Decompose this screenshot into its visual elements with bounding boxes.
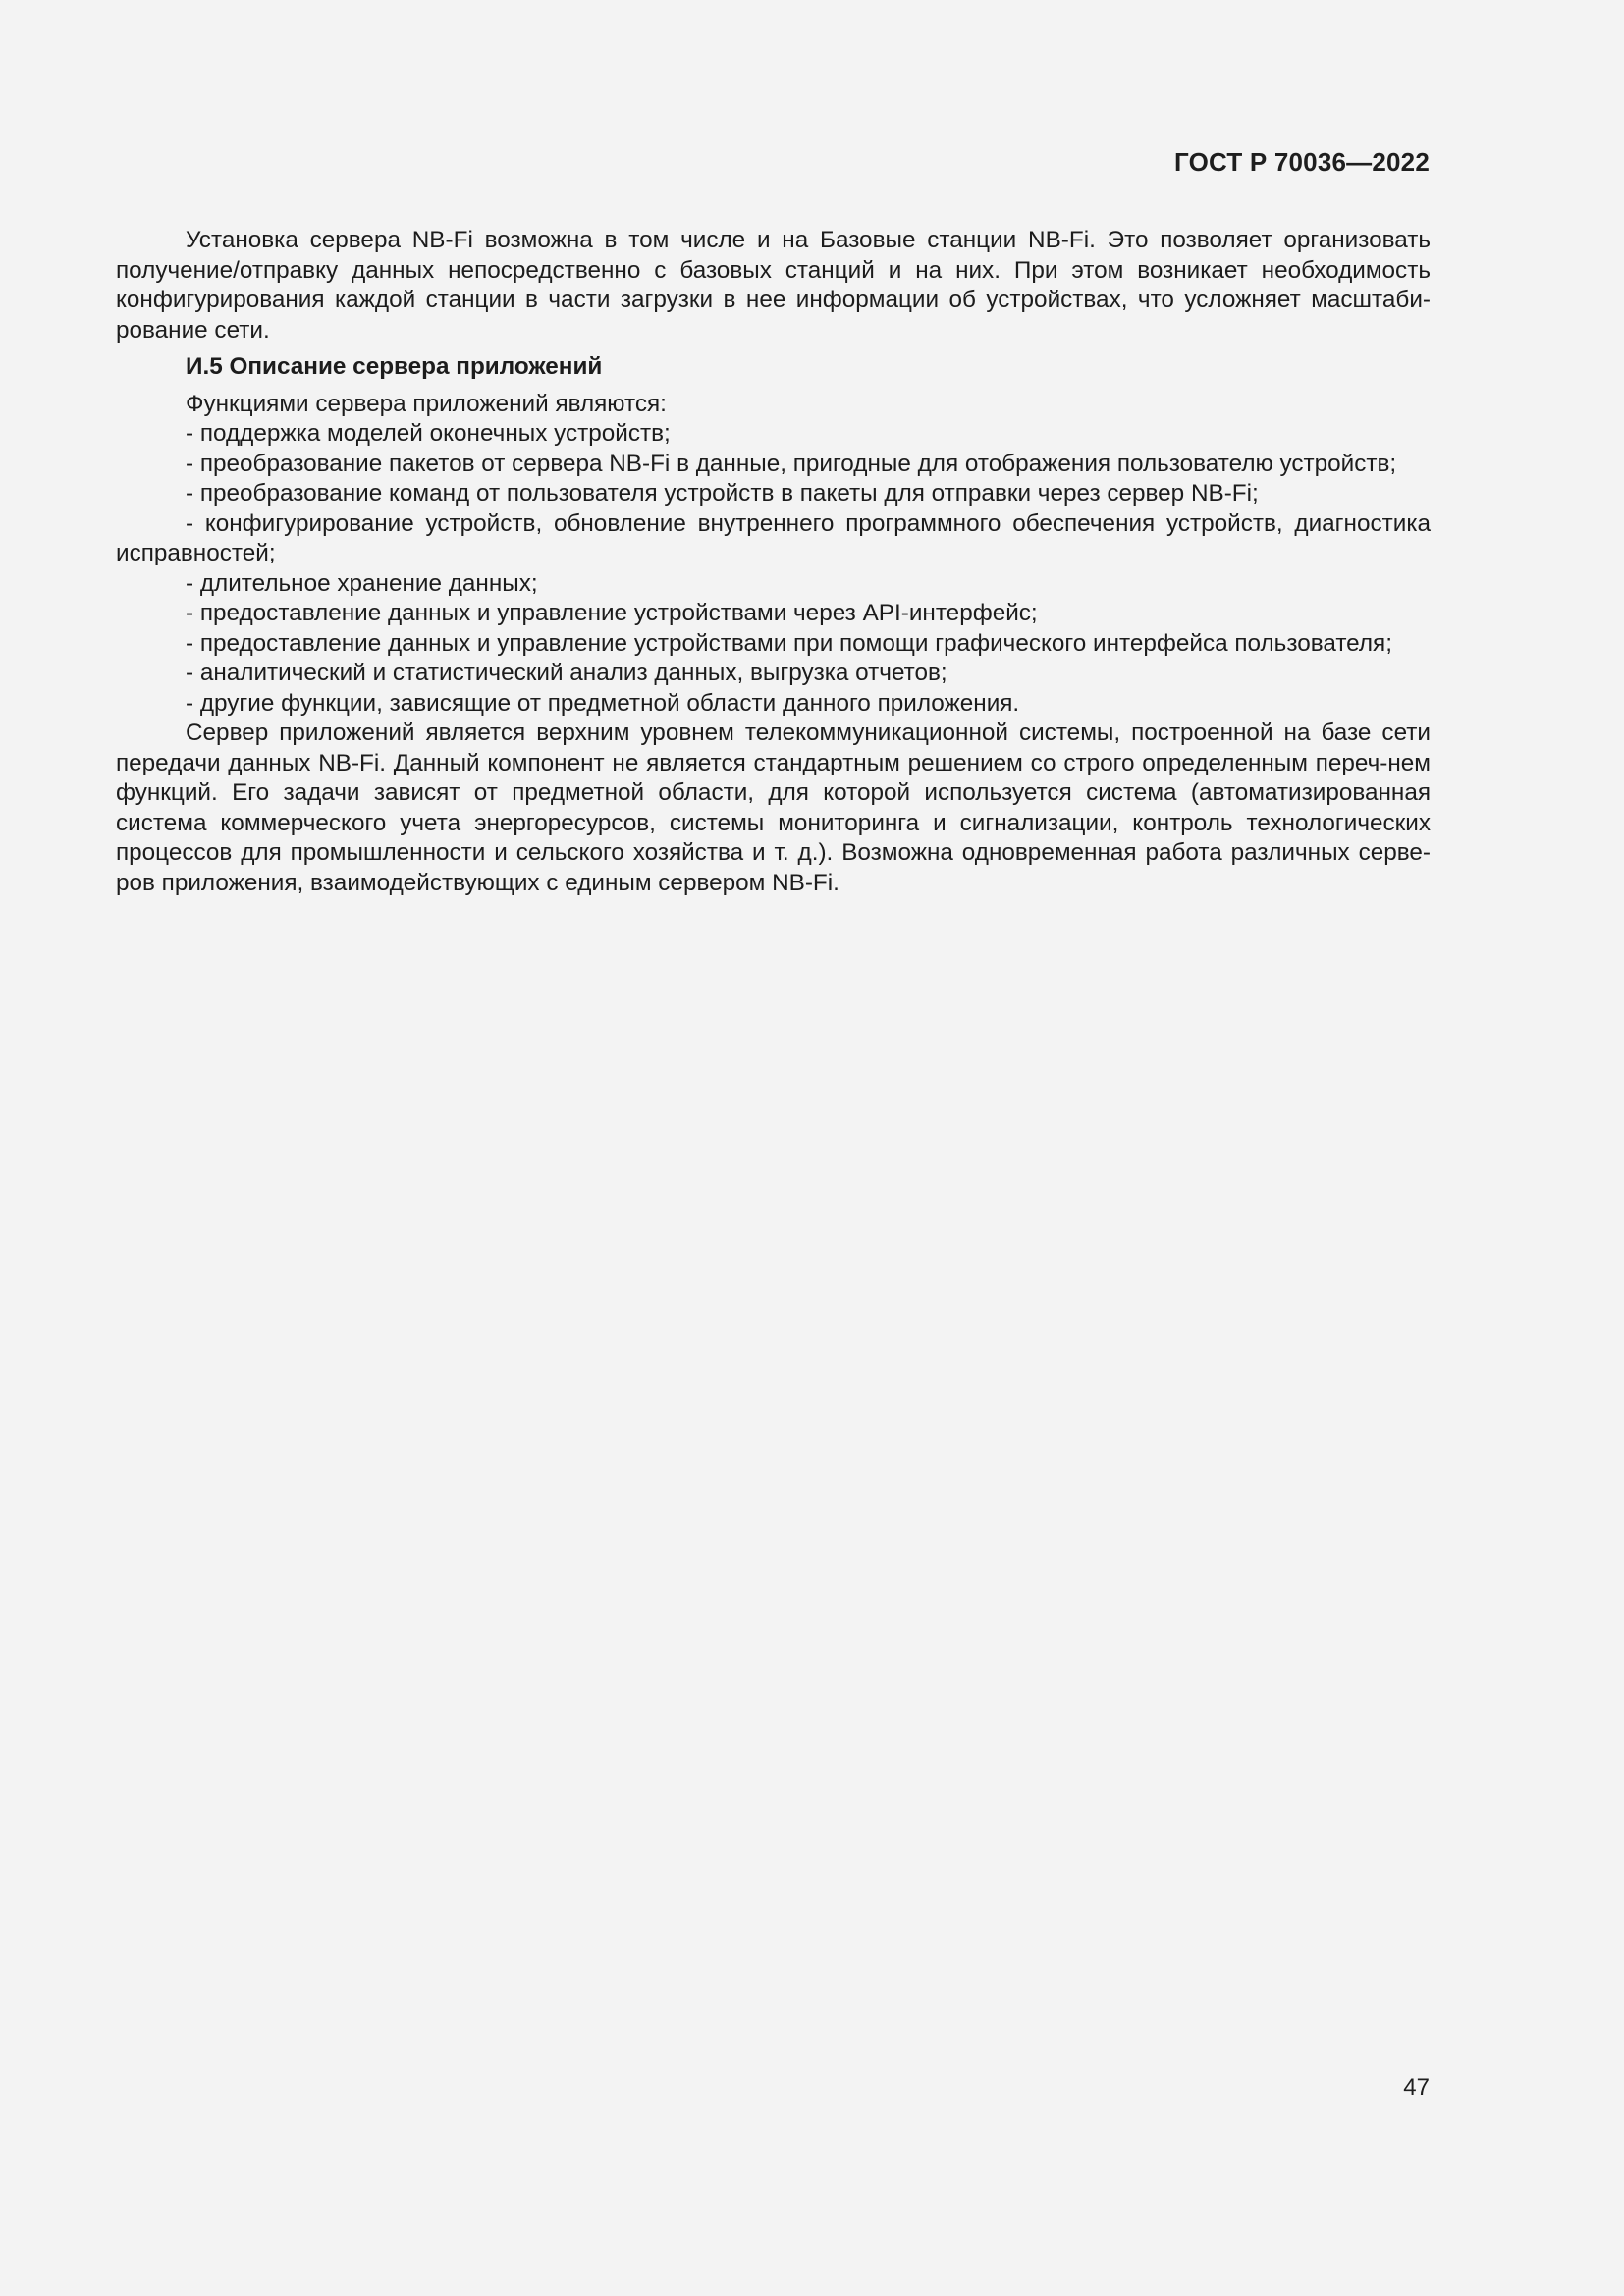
list-item: - предоставление данных и управление устройствами через API-интерфейс; (186, 600, 1038, 626)
list-item: - другие функции, зависящие от предметной области данного приложения. (186, 689, 1020, 717)
list-intro: Функциями сервера приложений являются: (186, 390, 667, 417)
list-item: - аналитический и статистический анализ данных, выгрузка отчетов; (186, 660, 947, 686)
list-item: - преобразование пакетов от сервера NB-Fi в данные, пригодные для отображения пользователю устройств; (186, 450, 1397, 477)
list-item: - предоставление данных и управление устройствами при помощи графического интерфейса пользователя; (186, 629, 1392, 657)
closing-paragraph: Сервер приложений является верхним уровнем телекоммуникационной системы, построенной на базе сети передачи данных NB-Fi. Данный компонент не является стандартным решением со строго определенным переч-нем функций. Его задачи зависят от предметной области, для которой используется система (автоматизированная система коммерческого учета энергоресурсов, системы мониторинга и сигнализации, контроль технологических процессов для промышленности и сельского хозяйства и т. д.). Возможна одновременная работа различных серве-ров приложения, взаимодействующих с единым сервером NB-Fi. (116, 720, 1431, 896)
list-item: - преобразование команд от пользователя устройств в пакеты для отправки через сервер NB-Fi; (186, 480, 1259, 507)
page-number: 47 (1403, 2074, 1430, 2101)
section-heading: И.5 Описание сервера приложений (186, 353, 603, 380)
list-item: - поддержка моделей оконечных устройств; (186, 420, 671, 447)
page-content (116, 226, 1431, 898)
list-item: - конфигурирование устройств, обновление внутреннего программного обеспечения устройств, диагностика исправностей; (116, 509, 1431, 566)
intro-paragraph: Установка сервера NB-Fi возможна в том числе и на Базовые станции NB-Fi. Это позволяет организовать получение/отправку данных непосредственно с базовых станций и на них. При этом возникает необходимость конфигурирования каждой станции в части загрузки в нее информации об устройствах, что усложняет масштаби-рование сети. (116, 227, 1431, 344)
standard-id-header: ГОСТ Р 70036—2022 (1174, 147, 1430, 177)
list-item: - длительное хранение данных; (186, 569, 538, 597)
